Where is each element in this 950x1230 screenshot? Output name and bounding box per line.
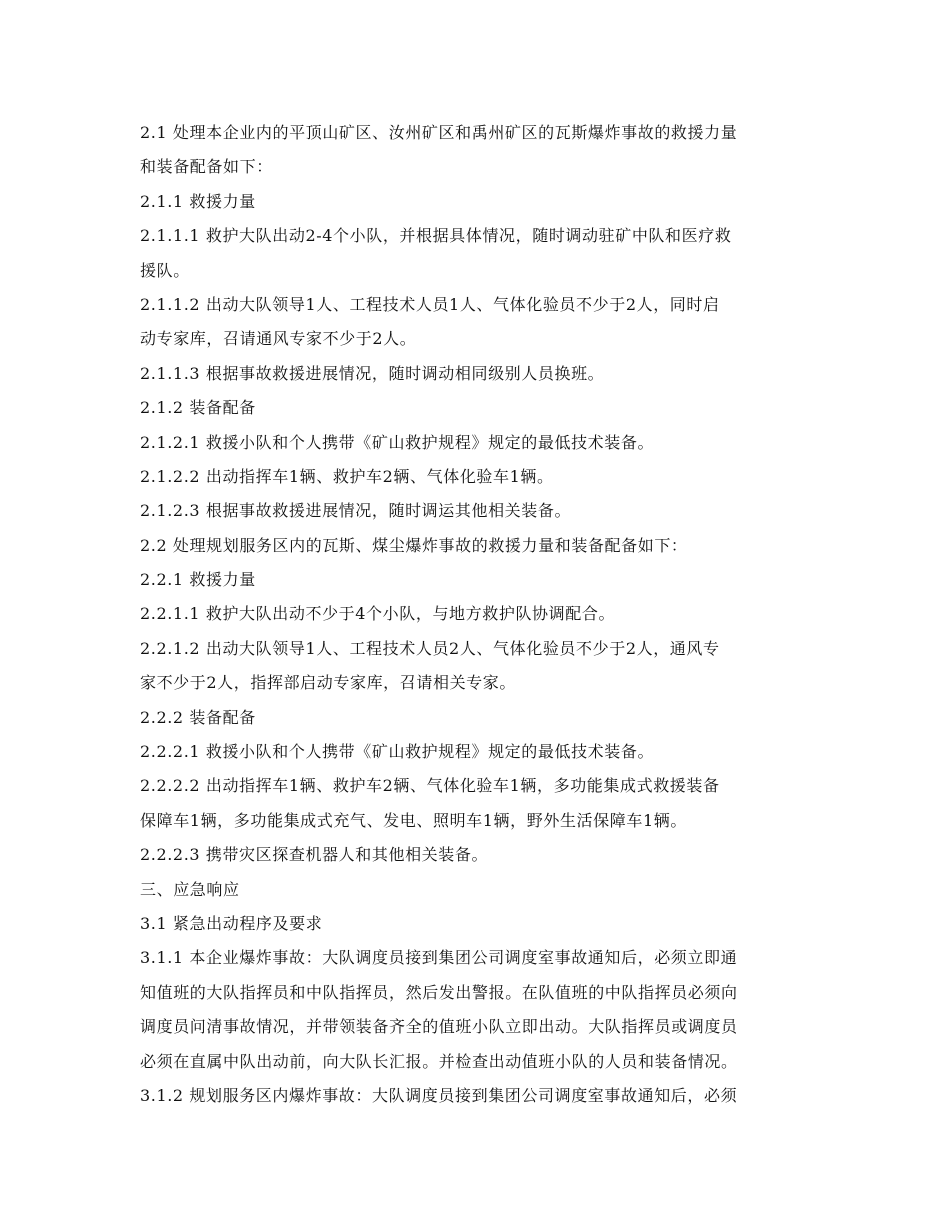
- text-line: 2.1.1.2 出动大队领导1人、工程技术人员1人、气体化验员不少于2人，同时启: [140, 294, 720, 314]
- text-line: 2.2.1.1 救护大队出动不少于4个小队，与地方救护队协调配合。: [140, 604, 616, 624]
- text-line: 必须在直属中队出动前，向大队长汇报。并检查出动值班小队的人员和装备情况。: [140, 1051, 738, 1071]
- text-line: 2.1.2.3 根据事故救援进展情况，随时调运其他相关装备。: [140, 501, 572, 521]
- text-line: 3.1.2 规划服务区内爆炸事故：大队调度员接到集团公司调度室事故通知后，必须: [140, 1085, 738, 1105]
- text-line: 2.2.2.1 救援小队和个人携带《矿山救护规程》规定的最低技术装备。: [140, 742, 655, 762]
- text-line: 和装备配备如下：: [140, 157, 273, 177]
- text-line: 2.2.2.2 出动指挥车1辆、救护车2辆、气体化验车1辆，多功能集成式救援装备: [140, 776, 720, 796]
- text-line: 2.2.1.2 出动大队领导1人、工程技术人员2人、气体化验员不少于2人，通风专: [140, 638, 720, 658]
- text-line: 3.1.1 本企业爆炸事故：大队调度员接到集团公司调度室事故通知后，必须立即通: [140, 948, 738, 968]
- text-line: 2.1.2.2 出动指挥车1辆、救护车2辆、气体化验车1辆。: [140, 466, 554, 486]
- text-line: 2.1.1.3 根据事故救援进展情况，随时调动相同级别人员换班。: [140, 363, 605, 383]
- text-line: 2.1.1 救援力量: [140, 191, 256, 211]
- text-line: 2.2 处理规划服务区内的瓦斯、煤尘爆炸事故的救援力量和装备配备如下：: [140, 535, 688, 555]
- text-line: 三、应急响应: [140, 879, 240, 899]
- document-body: [140, 116, 830, 1113]
- text-line: 2.1.2 装备配备: [140, 398, 256, 418]
- text-line: 2.2.1 救援力量: [140, 570, 256, 590]
- text-line: 保障车1辆，多功能集成式充气、发电、照明车1辆，野外生活保障车1辆。: [140, 810, 687, 830]
- text-line: 知值班的大队指挥员和中队指挥员，然后发出警报。在队值班的中队指挥员必须向: [140, 982, 738, 1002]
- text-line: 2.2.2 装备配备: [140, 707, 256, 727]
- text-line: 3.1 紧急出动程序及要求: [140, 913, 323, 933]
- text-line: 2.1.1.1 救护大队出动2-4个小队，并根据具体情况，随时调动驻矿中队和医疗救: [140, 226, 732, 246]
- text-line: 2.1.2.1 救援小队和个人携带《矿山救护规程》规定的最低技术装备。: [140, 432, 655, 452]
- text-line: 家不少于2人，指挥部启动专家库，召请相关专家。: [140, 673, 516, 693]
- text-line: 动专家库，召请通风专家不少于2人。: [140, 329, 417, 349]
- text-line: 调度员问清事故情况，并带领装备齐全的值班小队立即出动。大队指挥员或调度员: [140, 1017, 738, 1037]
- text-line: 2.1 处理本企业内的平顶山矿区、汝州矿区和禹州矿区的瓦斯爆炸事故的救援力量: [140, 123, 738, 142]
- text-line: 2.2.2.3 携带灾区探查机器人和其他相关装备。: [140, 845, 489, 865]
- text-line: 援队。: [140, 260, 190, 280]
